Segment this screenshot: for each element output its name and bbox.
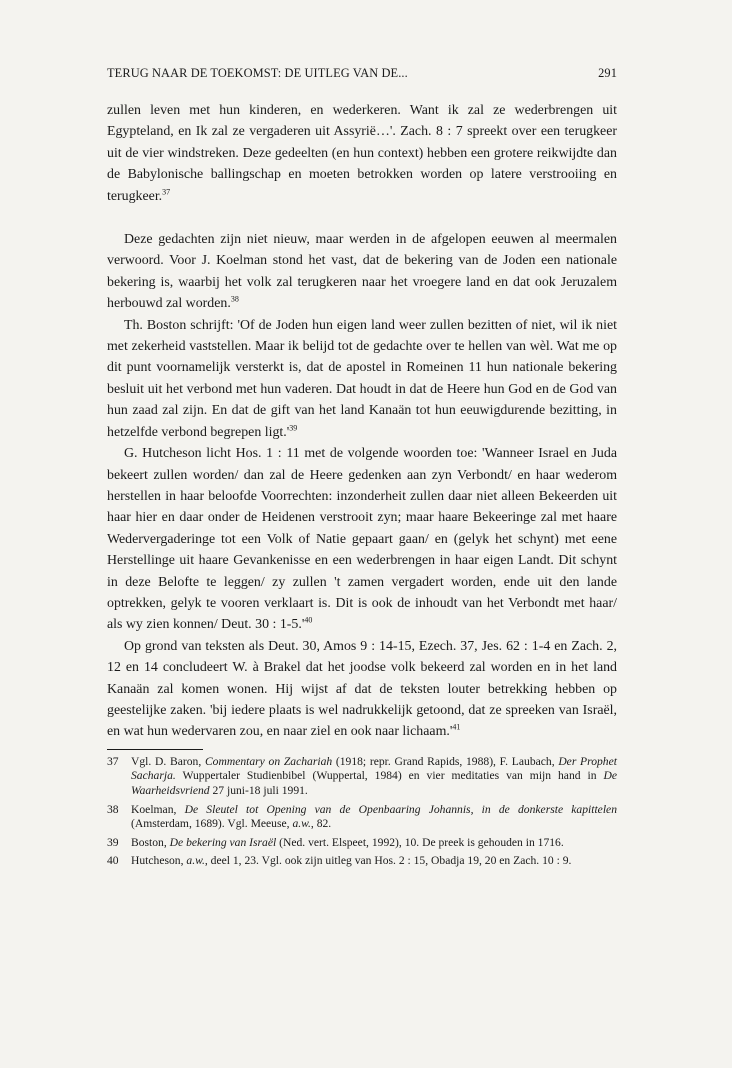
page-number: 291 <box>598 66 617 80</box>
footnote-37 <box>107 755 617 799</box>
footnote-ref-37: 37 <box>162 187 171 196</box>
footnote-38 <box>107 803 617 832</box>
footnote-number: 39 <box>107 835 119 849</box>
footnotes <box>107 755 617 869</box>
footnote-text: Boston, De bekering van Israël (Ned. vert. Elspeet, 1992), 10. De preek is gehouden in 1716. <box>131 835 564 849</box>
footnote-number: 40 <box>107 854 119 868</box>
page-edge <box>732 0 738 1068</box>
footnote-40 <box>107 854 617 869</box>
footnote-ref-38: 38 <box>230 294 239 304</box>
running-head <box>107 66 617 84</box>
footnote-text: Hutcheson, a.w., deel 1, 23. Vgl. ook zijn uitleg van Hos. 2 : 15, Obadja 19, 20 en Zach. 10 : 9. <box>131 854 572 868</box>
footnote-text: Vgl. D. Baron, Commentary on Zachariah (1918; repr. Grand Rapids, 1988), F. Laubach, Der Prophet Sacharja. Wuppertaler Studienbibel (Wuppertal, 1984) en vier meditaties van mijn hand in De Waarheidsvriend 27 juni-18 juli 1991. <box>131 754 617 797</box>
footnote-text: Koelman, De Sleutel tot Opening van de Openbaaring Johannis, in de donkerste kapittelen (Amsterdam, 1689). Vgl. Meeuse, a.w., 82. <box>131 802 617 831</box>
paragraph-4-text: G. Hutcheson licht Hos. 1 : 11 met de volgende woorden toe: 'Wanneer Israel en Juda bekeert zullen worden/ dan zal de Heere gedenken aan zyn Verbondt/ en haar wederom herstellen in haar beloofde Voorrechten: inzonderheit zullen daar niet alleen Bekeerden uit haar hier en daar onder de Heidenen verstrooit zyn; maar haare Bekeeringe zal met haare Wedervergaderinge tot een Volk of Natie gepaart gaan/ en (gelyk het schynt) met eene Herstellinge uit haare Gevankenisse en een wederbrengen in haar eigen Landt. Dit schynt in deze Belofte te leggen/ zy zullen 't zamen vergadert worden, ende uit den lande optrekken, gelyk te vooren verklaart is. Dit is ook de inhoudt van het Verbondt met haar/ als wy zien konnen/ Deut. 30 : 1-5.' <box>107 446 617 633</box>
paragraph-2-text: Deze gedachten zijn niet nieuw, maar werden in de afgelopen eeuwen al meermalen verwoord. Voor J. Koelman stond het vast, dat de bekering van de Joden een nationale bekering is, waarbij het volk zal terugkeren naar het vroegere land en dat ook Jeruzalem herbouwd zal worden. <box>107 232 617 312</box>
page-content <box>107 66 617 873</box>
footnote-39 <box>107 836 617 851</box>
body-text <box>107 100 617 743</box>
footnote-ref-40: 40 <box>304 615 313 625</box>
footnote-ref-39: 39 <box>289 423 298 433</box>
paragraph-4 <box>107 443 617 636</box>
running-head-title: TERUG NAAR DE TOEKOMST: DE UITLEG VAN DE... <box>107 66 408 80</box>
footnote-number: 37 <box>107 754 119 768</box>
paragraph-2 <box>107 229 617 315</box>
paragraph-5 <box>107 636 617 743</box>
footnote-rule <box>107 749 203 750</box>
paragraph-3-text: Th. Boston schrijft: 'Of de Joden hun eigen land weer zullen bezitten of niet, wil ik niet met zekerheid vaststellen. Maar ik belijd tot de gedachte over te hellen van wèl. Wat me op dit punt voornamelijk versterkt is, dat de apostel in Romeinen 11 hun nationale bekering besluit uit het verbond met hun vaderen. Dat houdt in dat de Heere hun God en de God van hun zaad zal zijn. En dat de gift van het land Kanaän tot hun eeuwigdurende bezitting, in hetzelfde verbond begrepen ligt.' <box>107 317 617 440</box>
footnote-number: 38 <box>107 802 119 816</box>
paragraph-1-text: zullen leven met hun kinderen, en wederkeren. Want ik zal ze wederbrengen uit Egypteland, en Ik zal ze vergaderen uit Assyrië…'. Zach. 8 : 7 spreekt over een terugkeer uit de vier windstreken. Deze gedeelten (en hun context) hebben een grotere reikwijdte dan de Babylonische ballingschap en moeten betrokken worden op latere verstrooiing en terugkeer. <box>107 103 617 204</box>
footnote-ref-41: 41 <box>452 722 461 732</box>
paragraph-3 <box>107 315 617 443</box>
paragraph-5-text: Op grond van teksten als Deut. 30, Amos 9 : 14-15, Ezech. 37, Jes. 62 : 1-4 en Zach. 2, 12 en 14 concludeert W. à Brakel dat het joodse volk bekeerd zal worden en in het land Kanaän zal komen wonen. Hij wijst af dat de teksten louter betrekking hebben op geestelijke zaken. 'bij iedere plaats is wel nadrukkelijk getoond, dat ze spreeken van Israël, en wat hun wedervaren zou, en naar ziel en ook naar lichaam.' <box>107 638 617 740</box>
paragraph-1 <box>107 100 617 207</box>
